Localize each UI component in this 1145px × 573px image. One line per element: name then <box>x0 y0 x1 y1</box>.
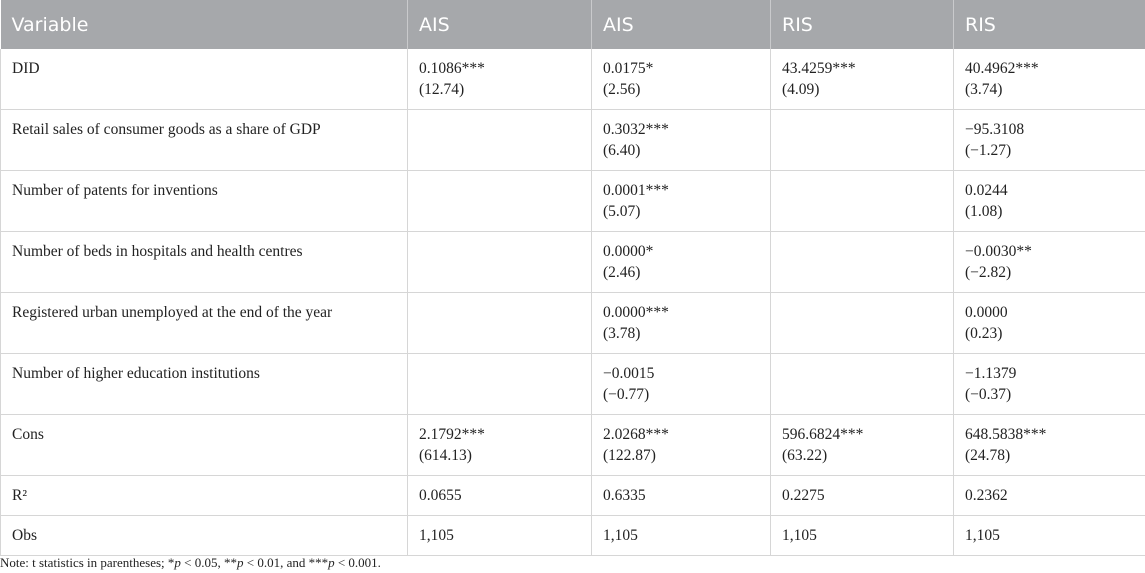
t-statistic: (614.13) <box>419 447 472 464</box>
t-statistic: (0.23) <box>965 325 1003 342</box>
t-statistic: (−0.77) <box>603 386 650 403</box>
table-row <box>1 415 1145 476</box>
header-col-1: AIS <box>408 0 592 49</box>
note-p-2: p <box>236 555 244 570</box>
row-label: Obs <box>1 516 408 556</box>
table-cell <box>408 110 592 171</box>
note-p-1: p <box>174 555 181 570</box>
table-cell <box>954 415 1145 476</box>
table-row <box>1 49 1145 110</box>
table-cell <box>408 232 592 293</box>
table-row <box>1 516 1145 556</box>
header-col-4: RIS <box>954 0 1145 49</box>
table-cell <box>954 516 1145 556</box>
table-cell <box>592 415 771 476</box>
coefficient: 0.1086*** <box>419 60 485 77</box>
coefficient: 0.0000 <box>965 304 1008 321</box>
t-statistic: (2.56) <box>603 81 641 98</box>
coefficient: 2.0268*** <box>603 426 669 443</box>
t-statistic: (5.07) <box>603 203 641 220</box>
t-statistic: (6.40) <box>603 142 641 159</box>
table-cell <box>408 49 592 110</box>
coefficient: 40.4962*** <box>965 60 1039 77</box>
note-p-3: p <box>328 555 335 570</box>
table-row <box>1 354 1145 415</box>
coefficient: 0.0655 <box>419 487 462 504</box>
note-rest-2: < 0.01, and <box>243 555 309 570</box>
note-star-3: *** <box>308 555 329 570</box>
t-statistic: (−2.82) <box>965 264 1012 281</box>
t-statistic: (3.78) <box>603 325 641 342</box>
coefficient: −1.1379 <box>965 365 1017 382</box>
note-star-1: * <box>167 555 175 570</box>
table-cell <box>592 232 771 293</box>
table-cell <box>954 110 1145 171</box>
table-cell <box>592 293 771 354</box>
table-note <box>0 555 381 571</box>
coefficient: −95.3108 <box>965 121 1025 138</box>
table-cell <box>954 293 1145 354</box>
coefficient: 0.0000*** <box>603 304 669 321</box>
coefficient: 2.1792*** <box>419 426 485 443</box>
coefficient: 0.2275 <box>782 487 825 504</box>
row-label: Number of higher education institutions <box>1 354 408 415</box>
coefficient: 1,105 <box>782 527 817 544</box>
coefficient: 0.0000* <box>603 243 654 260</box>
table-cell <box>771 293 954 354</box>
t-statistic: (−1.27) <box>965 142 1012 159</box>
table-row <box>1 232 1145 293</box>
table-cell <box>592 110 771 171</box>
table-row <box>1 476 1145 516</box>
coefficient: 1,105 <box>603 527 638 544</box>
coefficient: 0.6335 <box>603 487 646 504</box>
coefficient: 596.6824*** <box>782 426 864 443</box>
table-cell <box>408 354 592 415</box>
t-statistic: (2.46) <box>603 264 641 281</box>
table-cell <box>408 293 592 354</box>
table-cell <box>408 476 592 516</box>
table-cell <box>954 171 1145 232</box>
table-cell <box>771 49 954 110</box>
row-label: R² <box>1 476 408 516</box>
row-label: Registered urban unemployed at the end of the year <box>1 293 408 354</box>
coefficient: 0.0244 <box>965 182 1008 199</box>
note-rest-1: < 0.05, <box>180 555 224 570</box>
t-statistic: (4.09) <box>782 81 820 98</box>
row-label: Cons <box>1 415 408 476</box>
coefficient: 0.0175* <box>603 60 654 77</box>
coefficient: 0.3032*** <box>603 121 669 138</box>
t-statistic: (3.74) <box>965 81 1003 98</box>
table-cell <box>592 354 771 415</box>
table-cell <box>592 49 771 110</box>
coefficient: 0.0001*** <box>603 182 669 199</box>
table-cell <box>771 476 954 516</box>
table-cell <box>592 171 771 232</box>
coefficient: 43.4259*** <box>782 60 856 77</box>
header-col-3: RIS <box>771 0 954 49</box>
note-prefix: Note: t statistics in parentheses; <box>0 555 168 570</box>
table-row <box>1 171 1145 232</box>
table-cell <box>954 476 1145 516</box>
table-row <box>1 293 1145 354</box>
row-label: DID <box>1 49 408 110</box>
table-cell <box>771 415 954 476</box>
table-cell <box>408 171 592 232</box>
coefficient: −0.0030** <box>965 243 1032 260</box>
t-statistic: (1.08) <box>965 203 1003 220</box>
header-col-2: AIS <box>592 0 771 49</box>
header-row <box>1 0 1145 49</box>
coefficient: 1,105 <box>965 527 1000 544</box>
table-cell <box>771 171 954 232</box>
table-cell <box>592 476 771 516</box>
note-star-2: ** <box>223 555 237 570</box>
coefficient: 648.5838*** <box>965 426 1047 443</box>
coefficient: 0.2362 <box>965 487 1008 504</box>
table-cell <box>771 516 954 556</box>
table-cell <box>408 415 592 476</box>
row-label: Number of beds in hospitals and health centres <box>1 232 408 293</box>
coefficient: 1,105 <box>419 527 454 544</box>
row-label: Retail sales of consumer goods as a share of GDP <box>1 110 408 171</box>
table-row <box>1 110 1145 171</box>
coefficient: −0.0015 <box>603 365 655 382</box>
row-label: Number of patents for inventions <box>1 171 408 232</box>
table-cell <box>954 232 1145 293</box>
t-statistic: (63.22) <box>782 447 828 464</box>
t-statistic: (−0.37) <box>965 386 1012 403</box>
table-cell <box>771 232 954 293</box>
table-cell <box>771 354 954 415</box>
t-statistic: (12.74) <box>419 81 465 98</box>
t-statistic: (122.87) <box>603 447 656 464</box>
table-cell <box>771 110 954 171</box>
t-statistic: (24.78) <box>965 447 1011 464</box>
note-rest-3: < 0.001. <box>334 555 381 570</box>
table-cell <box>592 516 771 556</box>
header-variable: Variable <box>1 0 408 49</box>
table-cell <box>408 516 592 556</box>
table-cell <box>954 49 1145 110</box>
table-cell <box>954 354 1145 415</box>
